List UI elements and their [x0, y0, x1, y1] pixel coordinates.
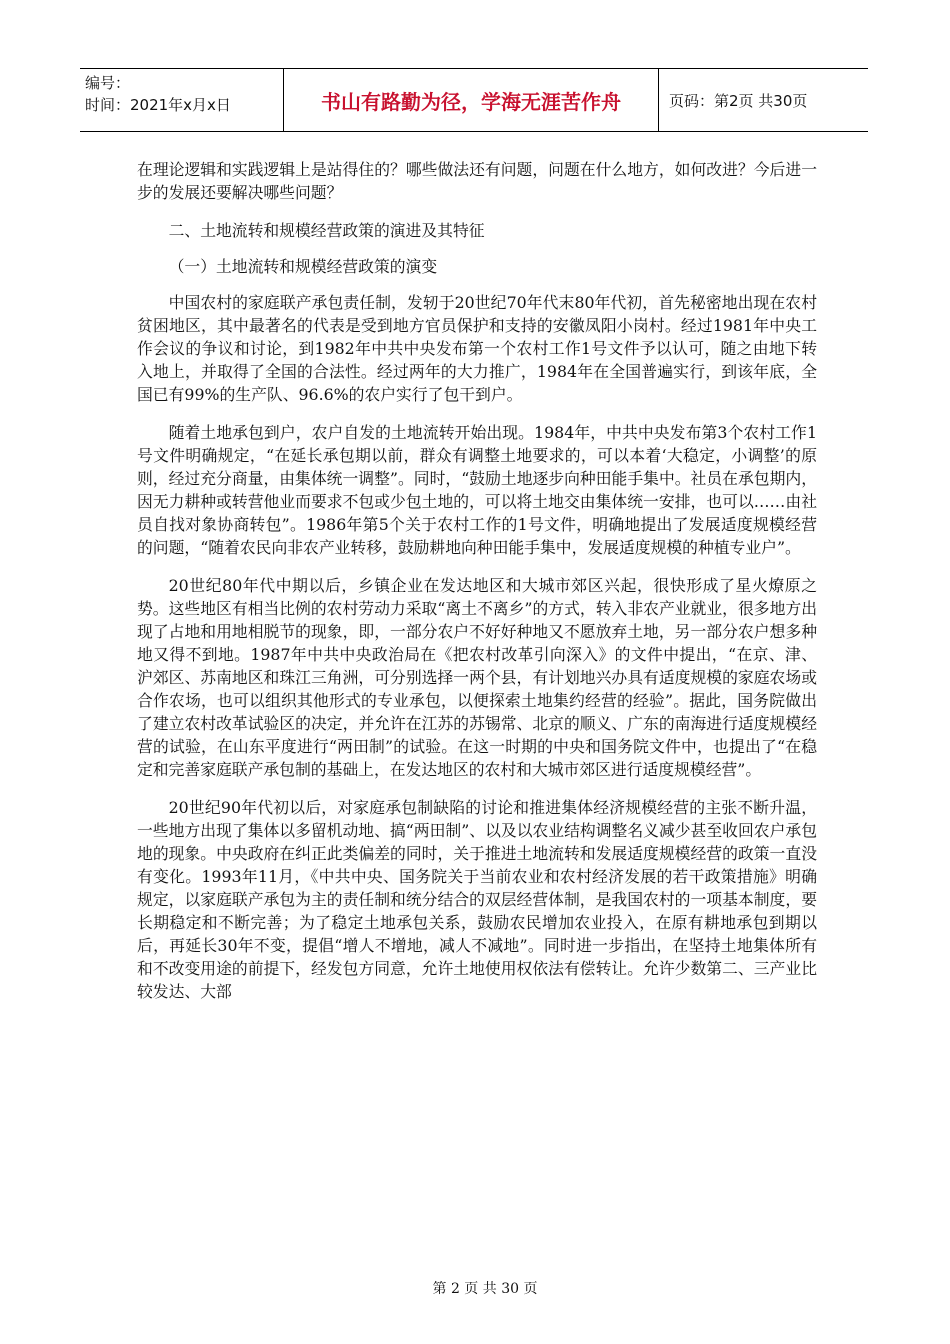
header-meta [80, 69, 284, 131]
subsection-heading: （一）土地流转和规模经营政策的演变 [168, 257, 438, 276]
paragraph-continuation: 在理论逻辑和实践逻辑上是站得住的？哪些做法还有问题，问题在什么地方，如何改进？今后进一步的发展还要解决哪些问题？ [137, 160, 817, 202]
motto-text: 书山有路勤为径，学海无涯苦作舟 [321, 89, 621, 114]
page-header [80, 68, 868, 132]
page-number-label: 页码：第2页 共30页 [669, 91, 808, 110]
paragraph: 随着土地承包到户，农户自发的土地流转开始出现。1984年，中共中央发布第3个农村工作1号文件明确规定，“在延长承包期以前，群众有调整土地要求的，可以本着‘大稳定，小调整’的原则，经过充分商量，由集体统一调整”。同时，“鼓励土地逐步向种田能手集中。社员在承包期内，因无力耕种或转营他业而要求不包或少包土地的，可以将土地交由集体统一安排，也可以……由社员自找对象协商转包”。1986年第5个关于农村工作的1号文件，明确地提出了发展适度规模经营的问题，“随着农民向非农产业转移，鼓励耕地向种田能手集中，发展适度规模的种植专业户”。 [137, 423, 817, 557]
header-motto [284, 69, 659, 131]
paragraph: 20世纪90年代初以后，对家庭承包制缺陷的讨论和推进集体经济规模经营的主张不断升温，一些地方出现了集体以多留机动地、搞“两田制”、以及以农业结构调整名义减少甚至收回农户承包地的现象。中央政府在纠正此类偏差的同时，关于推进土地流转和发展适度规模经营的政策一直没有变化。1993年11月，《中共中央、国务院关于当前农业和农村经济发展的若干政策措施》明确规定，以家庭联产承包为主的责任制和统分结合的双层经营体制，是我国农村的一项基本制度，要长期稳定和不断完善；为了稳定土地承包关系，鼓励农民增加农业投入，在原有耕地承包到期以后，再延长30年不变，提倡“增人不增地，减人不减地”。同时进一步指出，在坚持土地集体所有和不改变用途的前提下，经发包方同意，允许土地使用权依法有偿转让。允许少数第二、三产业比较发达、大部 [137, 798, 817, 1001]
paragraph: 20世纪80年代中期以后，乡镇企业在发达地区和大城市郊区兴起，很快形成了星火燎原之势。这些地区有相当比例的农村劳动力采取“离土不离乡”的方式，转入非农产业就业，很多地方出现了占地和用地相脱节的现象，即，一部分农户不好好种地又不愿放弃土地，另一部分农户想多种地又得不到地。1987年中共中央政治局在《把农村改革引向深入》的文件中提出，“在京、津、沪郊区、苏南地区和珠江三角洲，可分别选择一两个县，有计划地兴办具有适度规模的家庭农场或合作农场，也可以组织其他形式的专业承包，以便探索土地集约经营的经验”。据此，国务院做出了建立农村改革试验区的决定，并允许在江苏的苏锡常、北京的顺义、广东的南海进行适度规模经营的试验，在山东平度进行“两田制”的试验。在这一时期的中央和国务院文件中，也提出了“在稳定和完善家庭联产承包制的基础上，在发达地区的农村和大城市郊区进行适度规模经营”。 [137, 576, 817, 779]
page-footer [0, 1278, 950, 1298]
document-body [137, 158, 817, 1018]
document-date-label: 时间：2021年x月x日 [85, 96, 231, 114]
paragraph: 中国农村的家庭联产承包责任制，发轫于20世纪70年代末80年代初，首先秘密地出现在农村贫困地区，其中最著名的代表是受到地方官员保护和支持的安徽凤阳小岗村。经过1981年中央工作会议的争议和讨论，到1982年中共中央发布第一个农村工作1号文件予以认可，随之由地下转入地上，并取得了全国的合法性。经过两年的大力推广，1984年在全国普遍实行，到该年底，全国已有99%的生产队、96.6%的农户实行了包干到户。 [137, 293, 817, 404]
document-number-label: 编号： [85, 74, 131, 92]
header-page-number [659, 69, 868, 131]
section-heading: 二、土地流转和规模经营政策的演进及其特征 [168, 221, 485, 240]
footer-page-number: 第 2 页 共 30 页 [432, 1281, 538, 1297]
